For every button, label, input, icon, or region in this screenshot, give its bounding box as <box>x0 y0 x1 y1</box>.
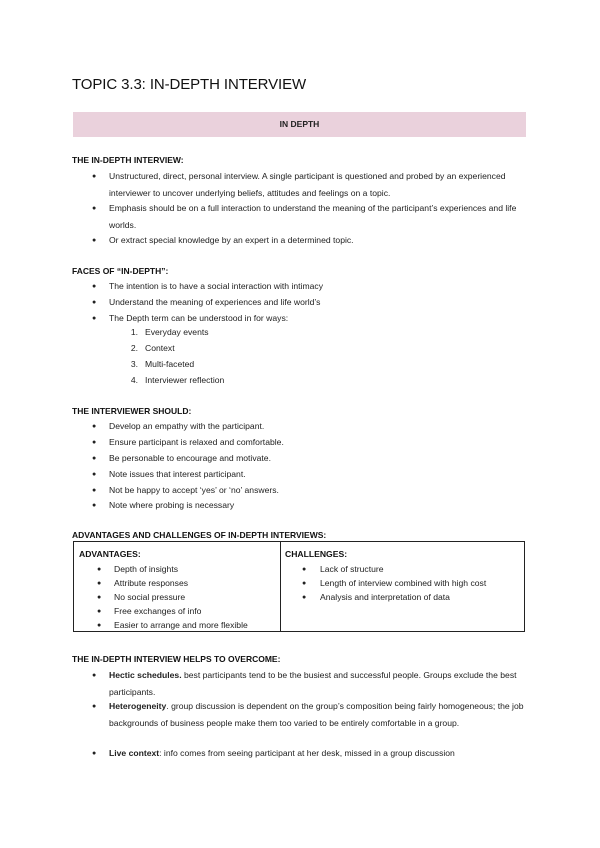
bullet-icon: ● <box>302 566 307 573</box>
bullet-icon: ● <box>92 455 97 462</box>
term-hectic-schedules: Hectic schedules. <box>109 670 182 680</box>
bullet-icon: ● <box>302 580 307 587</box>
bullet-icon: ● <box>92 423 97 430</box>
bullet-icon: ● <box>92 672 97 679</box>
term-heterogeneity: Heterogeneity <box>109 701 167 711</box>
bullet-icon: ● <box>97 594 102 601</box>
heading-helps-to-overcome: THE IN-DEPTH INTERVIEW HELPS TO OVERCOME: <box>72 654 281 664</box>
bullet-icon: ● <box>92 283 97 290</box>
table-divider <box>280 542 281 631</box>
bullet-icon: ● <box>92 205 97 212</box>
bullet-icon: ● <box>92 487 97 494</box>
bullet-icon: ● <box>97 622 102 629</box>
term-live-context: Live context <box>109 748 160 758</box>
bullet-icon: ● <box>97 566 102 573</box>
bullet-icon: ● <box>92 315 97 322</box>
bullet-icon: ● <box>97 580 102 587</box>
bullet-icon: ● <box>92 471 97 478</box>
bullet-icon: ● <box>92 299 97 306</box>
bullet-icon: ● <box>92 173 97 180</box>
page-title: TOPIC 3.3: IN-DEPTH INTERVIEW <box>72 76 307 93</box>
bullet-icon: ● <box>92 439 97 446</box>
heading-faces-of-in-depth: FACES OF “IN-DEPTH”: <box>72 266 169 276</box>
document-page: TOPIC 3.3: IN-DEPTH INTERVIEW IN DEPTH THE IN-DEPTH INTERVIEW: ● Unstructured, direct, personal interview. A single participant is questioned and probed by an experienced interviewer to uncover underlying beliefs, attitudes and feelings on a topic. ● Emphasis should be on a full interaction to understand the meaning of the participant’s experiences and life worlds. ● Or extract special knowledge by an expert in a determined topic. FACES OF “IN-DEPTH”: ● The intention is to have a social interaction with intimacy ● Understand the meaning of experiences and life world’s ● The Depth term can be understood in for ways: 1. Everyday events 2. Context 3. Multi-faceted 4. Interviewer reflection THE INTERVIEWER SHOULD: ● Develop an empathy with the participant. ● Ensure participant is relaxed and comfortable. ● Be personable to encourage and motivate. ● Note issues that interest participant. ● Not be happy to accept ‘yes’ or ‘no’ answers. ● Note where probing is necessary ADVANTAGES AND CHALLENGES OF IN-DEPTH INTERVIEWS: ADVANTAGES: ● Depth of insights ● Attribute responses ● No social pressure ● Free exchanges of info ● Easier to arrange and more flexible CHALLENGES: ● Lack of structure ● Length of interview combined with high cost ● Analysis and interpretation of data THE IN-DEPTH INTERVIEW HELPS TO OVERCOME: ● Hectic schedules. best participants tend to be the busiest and successful people. Groups exclude the best participants. ● Heterogeneity. group discussion is dependent on the group’s composition being fairly homogeneous; the job backgrounds of business people make them too varied to be entirely comfortable in a group. ● Live context: info comes from seeing participant at her desk, missed in a group discussion <box>0 0 600 848</box>
section-banner: IN DEPTH <box>73 112 526 137</box>
bullet-icon: ● <box>92 237 97 244</box>
heading-interviewer-should: THE INTERVIEWER SHOULD: <box>72 406 192 416</box>
advantages-challenges-table: ADVANTAGES: ● Depth of insights ● Attribute responses ● No social pressure ● Free exchanges of info ● Easier to arrange and more flexible CHALLENGES: ● Lack of structure ● Length of interview combined with high cost ● Analysis and interpretation of data <box>73 541 525 632</box>
bullet-icon: ● <box>92 750 97 757</box>
bullet-icon: ● <box>92 502 97 509</box>
challenges-header: CHALLENGES: <box>285 549 348 559</box>
advantages-header: ADVANTAGES: <box>79 549 141 559</box>
bullet-icon: ● <box>302 594 307 601</box>
bullet-icon: ● <box>92 703 97 710</box>
heading-advantages-challenges: ADVANTAGES AND CHALLENGES OF IN-DEPTH INTERVIEWS: <box>72 530 327 540</box>
bullet-icon: ● <box>97 608 102 615</box>
heading-in-depth-interview: THE IN-DEPTH INTERVIEW: <box>72 155 184 165</box>
